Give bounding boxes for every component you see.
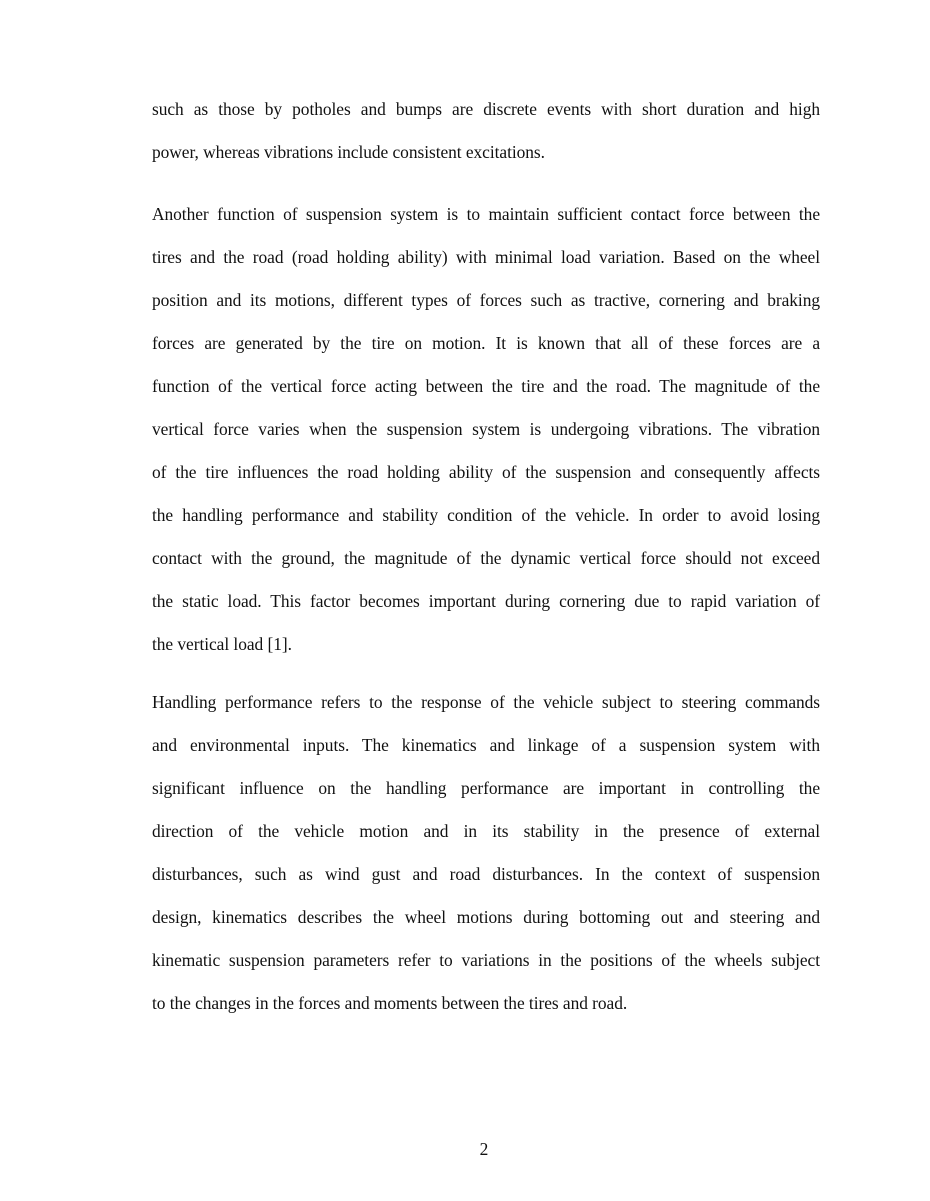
paragraph-line: the static load. This factor becomes important during cornering due to rapid variation of <box>152 591 820 611</box>
paragraph-line: vertical force varies when the suspension system is undergoing vibrations. The vibration <box>152 419 820 439</box>
paragraph-line: to the changes in the forces and moments between the tires and road. <box>152 993 628 1013</box>
paragraph-line: the vertical load [1]. <box>152 634 292 654</box>
paragraph-line: Handling performance refers to the response of the vehicle subject to steering commands <box>152 692 820 712</box>
paragraph-line: the handling performance and stability condition of the vehicle. In order to avoid losing <box>152 505 820 525</box>
paragraph-line: significant influence on the handling performance are important in controlling the <box>152 778 820 798</box>
paragraph-line: and environmental inputs. The kinematics and linkage of a suspension system with <box>152 735 820 755</box>
paragraph-line: tires and the road (road holding ability) with minimal load variation. Based on the wheel <box>152 247 820 267</box>
paragraph-line: Another function of suspension system is to maintain sufficient contact force between the <box>152 204 820 224</box>
paragraph-line: contact with the ground, the magnitude of the dynamic vertical force should not exceed <box>152 548 820 568</box>
paragraph-line: direction of the vehicle motion and in its stability in the presence of external <box>152 821 820 841</box>
page-number: 2 <box>479 1139 489 1159</box>
paragraph-line: power, whereas vibrations include consistent excitations. <box>152 142 545 162</box>
paragraph-line: disturbances, such as wind gust and road disturbances. In the context of suspension <box>152 864 820 884</box>
paragraph-line: function of the vertical force acting between the tire and the road. The magnitude of the <box>152 376 820 396</box>
paragraph-line: design, kinematics describes the wheel motions during bottoming out and steering and <box>152 907 820 927</box>
paragraph-line: position and its motions, different types of forces such as tractive, cornering and braking <box>152 290 820 310</box>
paragraph-line: kinematic suspension parameters refer to variations in the positions of the wheels subject <box>152 950 820 970</box>
paragraph-line: forces are generated by the tire on motion. It is known that all of these forces are a <box>152 333 820 353</box>
paragraph-line: of the tire influences the road holding ability of the suspension and consequently affects <box>152 462 820 482</box>
paragraph-line: such as those by potholes and bumps are discrete events with short duration and high <box>152 99 820 119</box>
